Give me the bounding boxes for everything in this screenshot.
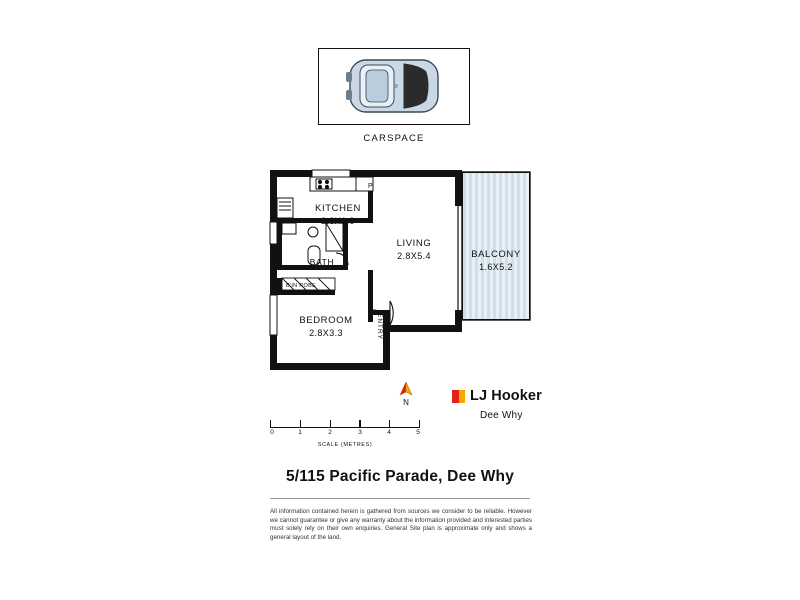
room-dimensions-balcony: 1.6X5.2 — [479, 262, 513, 272]
scale-bar-line — [270, 418, 420, 428]
lj-hooker-mark-icon — [452, 390, 465, 403]
room-label-living — [378, 238, 450, 262]
room-label-balcony — [460, 249, 532, 273]
room-dimensions-living: 2.8X5.4 — [397, 251, 431, 261]
room-name-kitchen: KITCHEN — [315, 203, 361, 214]
scale-tick-0: 0 — [270, 429, 274, 436]
scale-tick-1: 1 — [298, 429, 302, 436]
floorplan-walls — [250, 160, 550, 390]
room-dimensions-kitchen: 2.8X1.9 — [321, 216, 355, 226]
room-name-bedroom: BEDROOM — [299, 315, 353, 326]
room-dimensions-bedroom: 2.8X3.3 — [309, 328, 343, 338]
page-title: 5/115 Pacific Parade, Dee Why — [285, 468, 515, 485]
room-name-living: LIVING — [396, 238, 432, 249]
room-name-bath: BATH — [309, 257, 335, 267]
scale-caption: SCALE (METRES) — [317, 442, 373, 448]
car-illustration — [344, 56, 444, 116]
builtin-robe-label: B'IN ROBE — [286, 283, 317, 289]
scale-tick-4: 4 — [387, 429, 391, 436]
divider — [270, 498, 530, 499]
svg-text:N: N — [403, 398, 409, 407]
pantry-label: P — [368, 183, 373, 190]
scale-bar — [270, 418, 425, 448]
scale-tick-labels — [270, 429, 420, 439]
room-label-bath — [300, 256, 344, 268]
entry-label: ENTRY — [376, 313, 383, 340]
disclaimer-text: All information contained herein is gathered from sources we consider to be reliable. However we cannot guarantee or give any warranty about the information provided and interested parties must solely rely on their own enquiries. General Site plan is approximate only and shows a general layout of the land. — [270, 508, 532, 541]
scale-tick-5: 5 — [416, 429, 420, 436]
brand-name: LJ Hooker — [470, 388, 542, 404]
room-name-balcony: BALCONY — [471, 249, 521, 260]
carspace-label: CARSPACE — [363, 133, 425, 144]
room-label-kitchen — [300, 203, 376, 227]
room-label-bedroom — [286, 315, 366, 339]
scale-tick-3: 3 — [358, 429, 362, 436]
brand-logo — [452, 388, 592, 421]
scale-tick-2: 2 — [328, 429, 332, 436]
brand-office: Dee Why — [480, 410, 523, 421]
compass-north-icon — [396, 381, 416, 411]
